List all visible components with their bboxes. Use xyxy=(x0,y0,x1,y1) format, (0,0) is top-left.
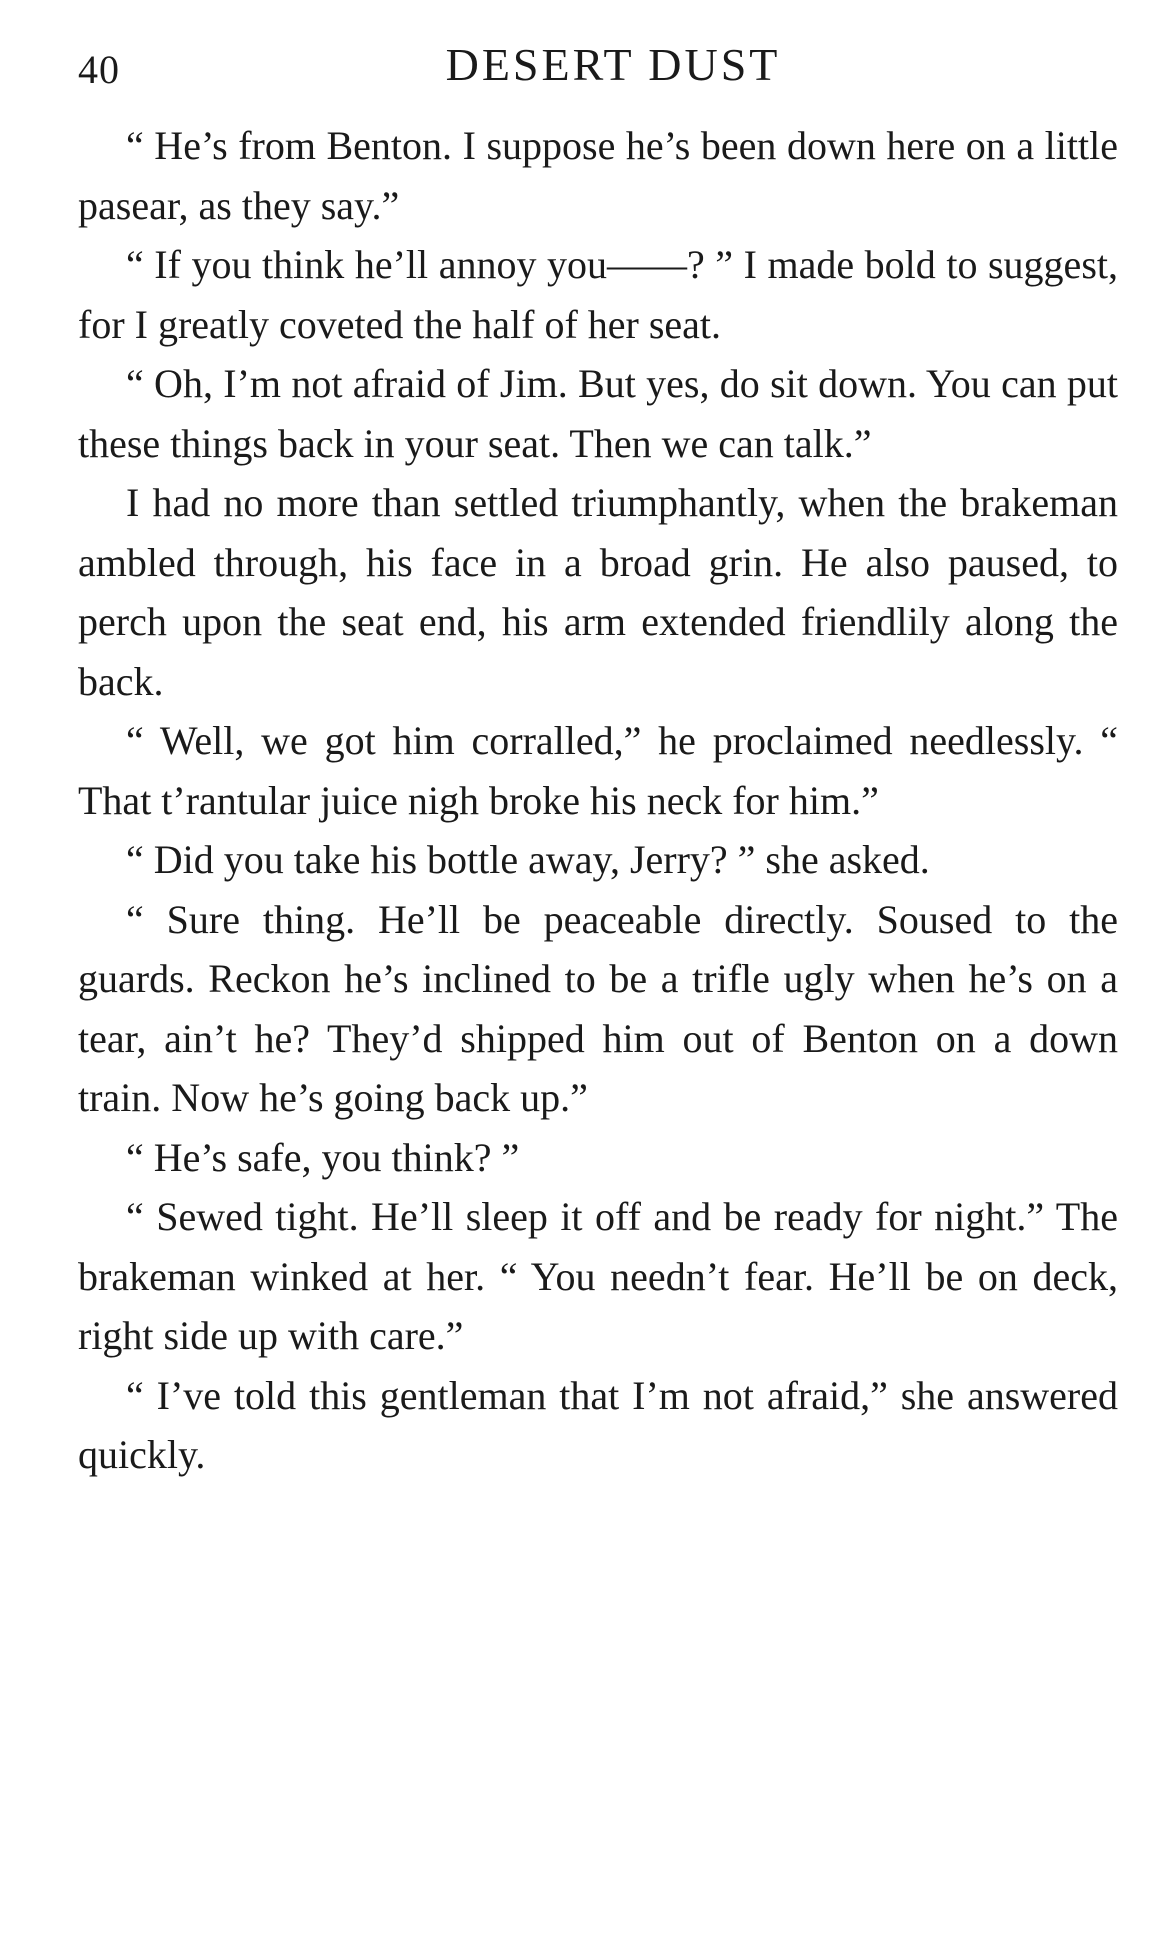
paragraph: “ I’ve told this gentleman that I’m not afraid,” she answered quickly. xyxy=(78,1372,1118,1477)
paragraph: “ Sewed tight. He’ll sleep it off and be ready for night.” The brakeman winked at her. “ You needn’t fear. He’ll be on deck, right side up with care.” xyxy=(78,1194,1118,1358)
body-text xyxy=(78,116,1118,1485)
paragraph: “ He’s from Benton. I suppose he’s been down here on a little pasear, as they say.” xyxy=(78,123,1118,228)
paragraph: “ Oh, I’m not afraid of Jim. But yes, do sit down. You can put these things back in your seat. Then we can talk.” xyxy=(78,361,1118,466)
paragraph: “ Sure thing. He’ll be peaceable directly. Soused to the guards. Reckon he’s inclined to be a trifle ugly when he’s on a tear, ain’t he? They’d shipped him out of Benton on a down train. Now he’s going back up.” xyxy=(78,896,1118,1120)
paragraph: I had no more than settled triumphantly, when the brakeman ambled through, his face in a broad grin. He also paused, to perch upon the seat end, his arm extended friendlily along the back. xyxy=(78,480,1118,704)
paragraph: “ Did you take his bottle away, Jerry? ” she asked. xyxy=(126,837,930,882)
page-number: 40 xyxy=(78,47,120,92)
running-title: DESERT DUST xyxy=(445,39,781,90)
paragraph: “ He’s safe, you think? ” xyxy=(126,1134,520,1180)
paragraph: “ Well, we got him corralled,” he proclaimed needlessly. “ That t’rantular juice nigh broke his neck for him.” xyxy=(78,718,1118,823)
running-head xyxy=(78,38,1118,98)
paragraph: “ If you think he’ll annoy you——? ” I made bold to suggest, for I greatly coveted the half of her seat. xyxy=(78,242,1118,347)
